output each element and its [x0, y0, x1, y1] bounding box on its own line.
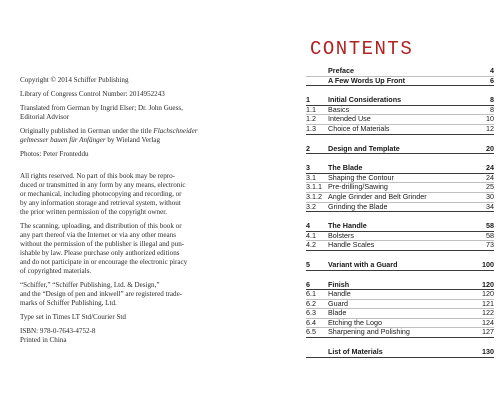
toc-entry-number: 3.1.1	[306, 182, 322, 192]
toc-entry-page: 130	[482, 347, 494, 357]
isbn-block	[20, 327, 242, 345]
toc-entry-page: 12	[486, 123, 494, 133]
toc-entry-page: 8	[490, 95, 494, 105]
toc-spacer	[306, 211, 494, 221]
paragraph-line: The scanning, uploading, and distribution of this book or	[20, 222, 182, 230]
toc-entry-page: 100	[482, 259, 494, 269]
original-title-note: Originally published in German under the title Flachschneider gelmesser bauen für Anfänger by Wieland Verlag	[20, 127, 198, 144]
toc-entry	[306, 114, 494, 124]
toc-entry	[306, 173, 494, 183]
toc-entry-page: 25	[486, 182, 494, 192]
toc-entry	[306, 105, 494, 115]
paragraph-line: “Schiffer,” “Schiffer Publishing, Ltd. & Design,”	[20, 281, 160, 289]
toc-entry	[306, 144, 494, 154]
toc-spacer	[306, 337, 494, 347]
toc-entry-page: 122	[482, 308, 494, 318]
toc-entry-number: 1.1	[306, 104, 316, 114]
toc-entry-page: 4	[490, 66, 494, 75]
toc-entry	[306, 221, 494, 231]
toc-entry-page: 30	[486, 191, 494, 201]
toc-entry-title: Initial Considerations	[328, 95, 402, 105]
paragraph-line: duced or transmitted in any form by any means, electronic	[20, 181, 186, 189]
toc-entry-number: 4.2	[306, 240, 316, 250]
toc-entry-page: 58	[486, 221, 494, 231]
toc-entry	[306, 308, 494, 318]
toc-entry-page: 120	[482, 279, 494, 289]
toc-entry-title: Pre-drilling/Sawing	[328, 182, 388, 192]
toc-entry-title: Bolsters	[328, 230, 354, 240]
paragraph-line: any part thereof via the Internet or via any other means	[20, 231, 176, 239]
toc-entry-number: 1.3	[306, 123, 316, 133]
toc-entry-page: 10	[486, 114, 494, 124]
toc-entry-title: Preface	[328, 66, 354, 75]
toc-entry-number: 3.1	[306, 172, 316, 182]
toc-entry-title: The Blade	[328, 163, 363, 173]
toc-spacer	[306, 134, 494, 144]
toc-entry-title: Handle Scales	[328, 240, 375, 250]
toc-entry-page: 8	[490, 104, 494, 114]
toc-entry-title: A Few Words Up Front	[328, 75, 406, 85]
paragraph-line: and the “Design of pen and inkwell” are registered trade-	[20, 290, 183, 298]
toc-entry-page: 127	[482, 327, 494, 337]
toc-entry	[306, 347, 494, 357]
toc-entry-number: 3.2	[306, 201, 316, 211]
toc-entry-title: The Handle	[328, 221, 367, 231]
toc-entry-page: 120	[482, 289, 494, 299]
toc-entry-title: Finish	[328, 279, 350, 289]
paragraph-line: All rights reserved. No part of this book may be repro-	[20, 172, 176, 180]
toc-entry	[306, 182, 494, 192]
toc-entry	[306, 124, 494, 134]
toc-entry-title: Handle	[328, 289, 351, 299]
paragraph-line: marks of Schiffer Publishing, Ltd.	[20, 299, 117, 307]
toc-entry-number: 6.3	[306, 308, 316, 318]
toc-entry-page: 34	[486, 201, 494, 211]
toc-entry-page: 24	[486, 172, 494, 182]
toc-entry-title: Grinding the Blade	[328, 201, 388, 211]
typeset-line: Type set in Times LT Std/Courier Std	[20, 313, 126, 321]
printed-in-line: Printed in China	[20, 336, 67, 344]
table-of-contents	[306, 66, 494, 357]
toc-entry-number: 6.1	[306, 289, 316, 299]
translator-note: Translated from German by Ingrid Elser; Dr. John Guess, Editorial Advisor	[20, 104, 183, 121]
toc-spacer	[306, 85, 494, 95]
toc-entry	[306, 327, 494, 337]
toc-entry-title: Etching the Logo	[328, 317, 382, 327]
rights-paragraph	[20, 172, 242, 217]
paragraph-line: without the permission of the publisher is illegal and pun-	[20, 240, 185, 248]
toc-entry-title: Variant with a Guard	[328, 259, 398, 269]
toc-entry	[306, 66, 494, 76]
toc-entry	[306, 202, 494, 212]
toc-entry-number: 5	[306, 259, 310, 269]
toc-entry-title: Shaping the Contour	[328, 172, 394, 182]
toc-entry-number: 6.4	[306, 317, 316, 327]
toc-entry-title: Choice of Materials	[328, 123, 390, 133]
toc-entry-number: 3	[306, 163, 310, 173]
toc-spacer	[306, 270, 494, 280]
contents-title: CONTENTS	[310, 38, 414, 60]
toc-entry-page: 58	[486, 230, 494, 240]
toc-entry	[306, 299, 494, 309]
toc-entry-page: 24	[486, 163, 494, 173]
toc-entry	[306, 318, 494, 328]
toc-entry-number: 6	[306, 279, 310, 289]
toc-entry	[306, 95, 494, 105]
trademark-paragraph	[20, 281, 242, 308]
paragraph-line: or mechanical, including photocopying and recording, or	[20, 190, 182, 198]
toc-entry-title: Guard	[328, 298, 348, 308]
paragraph-line: by any information storage and retrieval system, without	[20, 199, 181, 207]
toc-entry	[306, 260, 494, 270]
toc-entry-title: Blade	[328, 308, 347, 318]
toc-entry-title: Sharpening and Polishing	[328, 327, 410, 337]
toc-entry-page: 20	[486, 143, 494, 153]
copyright-page	[20, 76, 242, 350]
toc-entry-page: 6	[490, 75, 494, 85]
contents-page	[306, 36, 494, 357]
toc-entry-page: 121	[482, 298, 494, 308]
toc-entry	[306, 231, 494, 241]
toc-entry	[306, 163, 494, 173]
paragraph-line: of copyrighted materials.	[20, 267, 92, 275]
toc-entry-number: 4	[306, 221, 310, 231]
toc-spacer	[306, 250, 494, 260]
toc-spacer	[306, 153, 494, 163]
toc-entry-title: List of Materials	[328, 347, 383, 357]
paragraph-line: the prior written permission of the copyright owner.	[20, 208, 167, 216]
toc-entry-title: Basics	[328, 104, 350, 114]
toc-entry-number: 2	[306, 143, 310, 153]
lccn-line: Library of Congress Control Number: 2014952243	[20, 90, 165, 98]
scanning-paragraph	[20, 222, 242, 276]
toc-entry-number: 1.2	[306, 114, 316, 124]
toc-entry-title: Intended Use	[328, 114, 371, 124]
toc-entry-number: 6.5	[306, 327, 316, 337]
toc-entry-title: Design and Template	[328, 143, 400, 153]
toc-entry-number: 4.1	[306, 230, 316, 240]
toc-entry-page: 124	[482, 317, 494, 327]
toc-entry	[306, 289, 494, 299]
toc-entry	[306, 192, 494, 202]
toc-entry	[306, 76, 494, 86]
toc-entry-number: 1	[306, 95, 310, 105]
toc-entry	[306, 280, 494, 290]
copyright-line: Copyright © 2014 Schiffer Publishing	[20, 76, 129, 84]
paragraph-line: ishable by law. Please purchase only authorized editions	[20, 249, 180, 257]
isbn-line: ISBN: 978-0-7643-4752-8	[20, 327, 96, 335]
toc-entry-number: 6.2	[306, 298, 316, 308]
toc-entry	[306, 240, 494, 250]
toc-entry-number: 3.1.2	[306, 191, 322, 201]
paragraph-line: and do not participate in or encourage the electronic piracy	[20, 258, 188, 266]
toc-entry-title: Angle Grinder and Belt Grinder	[328, 191, 427, 201]
toc-entry-page: 73	[486, 240, 494, 250]
photo-credit: Photos: Peter Fronteddu	[20, 150, 89, 158]
